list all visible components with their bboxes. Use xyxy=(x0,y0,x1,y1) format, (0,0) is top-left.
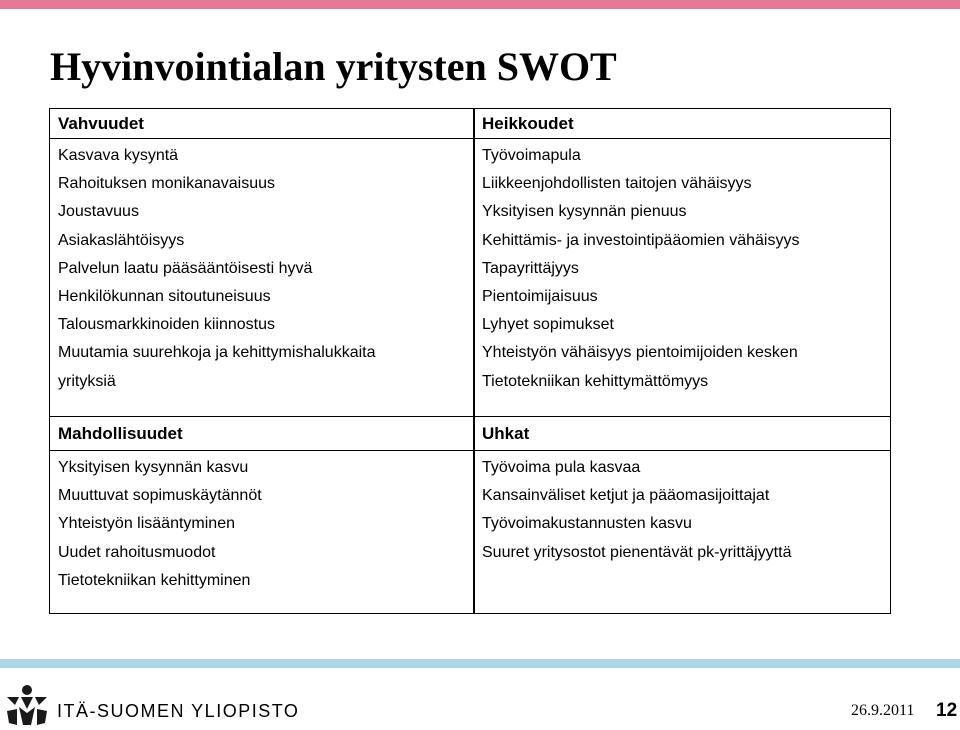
slide-date: 26.9.2011 xyxy=(851,702,915,719)
weakness-item: Pientoimijaisuus xyxy=(482,288,598,306)
threats-heading: Uhkat xyxy=(474,417,890,451)
weakness-item: Yhteistyön vähäisyys pientoimijoiden kesken xyxy=(482,344,798,362)
strengths-heading: Vahvuudet xyxy=(50,109,474,139)
weakness-item: Liikkeenjohdollisten taitojen vähäisyys xyxy=(482,175,752,193)
university-logo-icon xyxy=(5,683,49,727)
strength-item: Palvelun laatu pääsääntöisesti hyvä xyxy=(58,259,313,277)
weakness-item: Lyhyet sopimukset xyxy=(482,316,614,334)
strength-item: Kasvava kysyntä xyxy=(58,147,179,164)
strength-item: Talousmarkkinoiden kiinnostus xyxy=(58,316,275,334)
threat-item: Työvoimakustannusten kasvu xyxy=(482,515,692,533)
university-name: ITÄ-SUOMEN YLIOPISTO xyxy=(57,701,300,721)
strengths-quadrant xyxy=(49,108,475,417)
threat-item: Työvoima pula kasvaa xyxy=(482,459,641,476)
threats-quadrant xyxy=(473,417,891,614)
page-number: 12 xyxy=(936,700,958,721)
opportunity-item: Yksityisen kysynnän kasvu xyxy=(58,459,249,476)
strengths-list xyxy=(50,139,474,396)
strength-item: Joustavuus xyxy=(58,203,139,221)
weaknesses-quadrant xyxy=(473,108,891,417)
strength-item: Asiakaslähtöisyys xyxy=(58,231,185,249)
weakness-item: Tapayrittäjyys xyxy=(482,259,579,277)
threat-item: Kansainväliset ketjut ja pääomasijoittajat xyxy=(482,487,770,505)
weakness-item: Työvoimapula xyxy=(482,147,581,164)
weakness-item: Tietotekniikan kehittymättömyys xyxy=(482,372,709,390)
opportunity-item: Yhteistyön lisääntyminen xyxy=(58,515,235,533)
opportunities-heading: Mahdollisuudet xyxy=(50,417,474,451)
opportunity-item: Uudet rahoitusmuodot xyxy=(58,543,216,561)
opportunities-list xyxy=(50,451,474,595)
weakness-item: Yksityisen kysynnän pienuus xyxy=(482,203,687,221)
threats-list xyxy=(474,451,890,567)
strength-item: Muutamia suurehkoja ja kehittymishalukkaita xyxy=(58,344,376,362)
weakness-item: Kehittämis- ja investointipääomien vähäisyys xyxy=(482,231,800,249)
opportunity-item: Muuttuvat sopimuskäytännöt xyxy=(58,487,262,505)
opportunity-item: Tietotekniikan kehittyminen xyxy=(58,571,251,589)
weaknesses-heading: Heikkoudet xyxy=(474,109,890,139)
strength-item: Henkilökunnan sitoutuneisuus xyxy=(58,288,271,306)
opportunities-quadrant xyxy=(49,417,475,614)
strength-item: yrityksiä xyxy=(58,372,116,390)
slide-title: Hyvinvointialan yritysten SWOT xyxy=(50,44,617,89)
threat-item: Suuret yritysostot pienentävät pk-yrittäjyyttä xyxy=(482,543,792,561)
weaknesses-list xyxy=(474,139,890,396)
top-accent-bar xyxy=(0,0,960,9)
bottom-accent-bar xyxy=(0,659,960,668)
swot-table xyxy=(49,108,891,614)
strength-item: Rahoituksen monikanavaisuus xyxy=(58,175,276,193)
